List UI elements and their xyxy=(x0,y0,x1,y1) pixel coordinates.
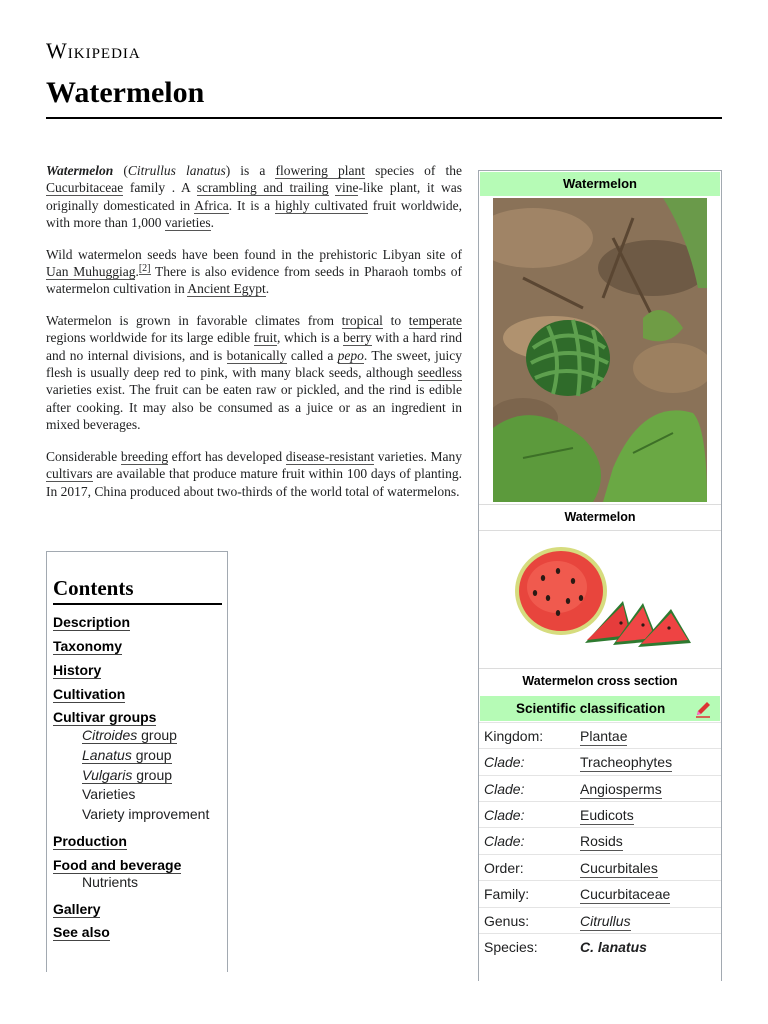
paragraph-breeding xyxy=(46,448,462,500)
taxonomy-rank: Genus: xyxy=(484,913,530,929)
species-name: C. lanatus xyxy=(580,939,647,955)
paragraph-history xyxy=(46,246,462,298)
toc-item-taxonomy[interactable]: Taxonomy xyxy=(53,638,122,654)
toc-item-cultivation[interactable]: Cultivation xyxy=(53,686,126,702)
toc-item-description[interactable]: Description xyxy=(53,614,131,630)
text: Considerable xyxy=(46,448,121,464)
taxonomy-row-clade xyxy=(479,827,721,854)
cross-section-caption: Watermelon cross section xyxy=(522,674,678,688)
link-ancient-egypt[interactable]: Ancient Egypt xyxy=(187,281,266,297)
toc-item-food-and-beverage[interactable]: Food and beverage xyxy=(53,857,182,873)
paragraph-description xyxy=(46,312,462,434)
text: with a hard rind and no internal divisions, and is xyxy=(46,330,462,363)
toc-sub-italic: Lanatus xyxy=(82,747,132,763)
link-disease-resistant[interactable]: disease-resistant xyxy=(285,448,375,464)
text: There is also evidence from seeds in Pharaoh tombs of watermelon cultivation in xyxy=(46,264,462,297)
toc-item-gallery[interactable]: Gallery xyxy=(53,901,101,917)
taxon-link[interactable]: Citrullus xyxy=(580,913,631,929)
taxon-link[interactable]: Cucurbitales xyxy=(580,860,658,876)
taxon-link[interactable]: Eudicots xyxy=(580,807,634,823)
text: varieties. Many xyxy=(374,448,462,464)
toc-sub-text: group xyxy=(132,767,173,783)
taxonomy-rank: Kingdom: xyxy=(484,728,544,744)
link-highly-cultivated[interactable]: highly cultivated xyxy=(275,197,368,213)
link-cultivars[interactable]: cultivars xyxy=(46,466,93,482)
link-vine[interactable]: vine xyxy=(335,180,359,196)
infobox-divider xyxy=(479,530,721,531)
text: to xyxy=(382,312,409,328)
infobox xyxy=(478,170,722,981)
text: ( xyxy=(113,163,128,178)
toc-item-cultivar-groups[interactable]: Cultivar groups xyxy=(53,709,157,725)
taxon-link[interactable]: Angiosperms xyxy=(580,781,662,797)
link-botanically[interactable]: botanically xyxy=(226,347,287,363)
link-fruit[interactable]: fruit xyxy=(253,330,277,346)
text: are available that produce mature fruit within 100 days of planting. In 2017, China produced about two-thirds of the world total of watermelons. xyxy=(46,466,462,499)
link-temperate[interactable]: temperate xyxy=(408,312,462,328)
link-berry[interactable]: berry xyxy=(343,330,372,346)
toc-sub-text: group xyxy=(131,747,172,763)
link-tropical[interactable]: tropical xyxy=(341,312,383,328)
toc-item-history[interactable]: History xyxy=(53,662,102,678)
paragraph-intro xyxy=(46,162,462,232)
text: regions worldwide for its large edible xyxy=(46,330,254,346)
taxon-link[interactable]: Rosids xyxy=(580,833,623,849)
watermelon-plant-photo[interactable] xyxy=(493,198,707,502)
infobox-divider xyxy=(479,668,721,669)
title-divider xyxy=(46,117,722,119)
taxonomy-rank: Clade: xyxy=(484,807,525,823)
toc-subitem-variety-improvement[interactable]: Variety improvement xyxy=(82,806,210,822)
taxon-link[interactable]: Cucurbitaceae xyxy=(580,886,671,902)
scientific-classification-header xyxy=(480,696,720,721)
taxon-link[interactable]: Plantae xyxy=(580,728,628,744)
toc-subitem-citroides-group[interactable] xyxy=(82,727,177,743)
text: . The sweet, juicy flesh is usually deep red to pink, with many black seeds, although xyxy=(46,347,462,381)
toc-subitem-varieties[interactable]: Varieties xyxy=(82,786,136,802)
taxonomy-rank: Clade: xyxy=(484,754,525,770)
toc-subitem-nutrients[interactable]: Nutrients xyxy=(82,874,139,890)
scientific-classification-label: Scientific classification xyxy=(516,701,666,716)
taxonomy-rank: Species: xyxy=(484,939,538,955)
link-africa[interactable]: Africa xyxy=(194,197,229,213)
toc-item-see-also[interactable]: See also xyxy=(53,924,110,940)
link-uan-muhuggiag[interactable]: Uan Muhuggiag xyxy=(46,264,136,280)
taxonomy-row-species xyxy=(479,933,721,960)
taxonomy-row-clade xyxy=(479,775,721,802)
text: fruit worldwide, with more than 1,000 xyxy=(46,197,462,231)
text: . xyxy=(210,215,214,231)
taxonomy-row-order xyxy=(479,854,721,881)
toc-item-production[interactable]: Production xyxy=(53,833,127,849)
text: Watermelon is grown in favorable climates from xyxy=(46,312,342,328)
infobox-header: Watermelon xyxy=(480,172,720,196)
text: effort has developed xyxy=(168,448,286,464)
photo-caption: Watermelon xyxy=(564,510,636,524)
text: called a xyxy=(286,347,338,363)
taxonomy-rank: Clade: xyxy=(484,833,525,849)
text: varieties exist. The fruit can be eaten raw or pickled, and the rind is edible after cooking. It may also be consumed as a juice or as an ingredient in mixed beverages. xyxy=(46,382,462,433)
link-pepo[interactable]: pepo xyxy=(337,347,364,363)
toc-sub-italic: Vulgaris xyxy=(82,767,133,783)
reference-2[interactable]: [2] xyxy=(138,262,151,274)
text: . xyxy=(135,264,139,280)
toc-title: Contents xyxy=(53,576,222,605)
link-varieties[interactable]: varieties xyxy=(164,215,211,231)
text: -like plant, it was originally domesticated in xyxy=(46,180,463,213)
taxonomy-rank: Family: xyxy=(484,886,530,902)
table-of-contents xyxy=(46,551,228,972)
infobox-divider xyxy=(479,504,721,505)
link-cucurbitaceae[interactable]: Cucurbitaceae xyxy=(46,180,124,196)
pencil-icon[interactable] xyxy=(694,700,712,718)
text: Wild watermelon seeds have been found in the prehistoric Libyan site of xyxy=(46,246,462,262)
wikipedia-wordmark[interactable] xyxy=(46,38,141,64)
taxon-link[interactable]: Tracheophytes xyxy=(580,754,673,770)
taxonomy-rank: Clade: xyxy=(484,781,525,797)
toc-subitem-vulgaris-group[interactable] xyxy=(82,767,172,783)
toc-sub-text: group xyxy=(137,727,177,743)
page-title: Watermelon xyxy=(46,76,205,109)
link-breeding[interactable]: breeding xyxy=(120,448,169,464)
taxonomy-row-genus xyxy=(479,907,721,934)
wordmark-text: Wikipedia xyxy=(46,38,141,63)
taxonomy-row-clade xyxy=(479,801,721,828)
link-flowering-plant[interactable]: flowering plant xyxy=(275,163,366,178)
text: family . A xyxy=(123,180,197,196)
text: ) is a xyxy=(225,163,276,178)
toc-sub-italic: Citroides xyxy=(82,727,138,743)
taxonomy-rank: Order: xyxy=(484,860,524,876)
article-body xyxy=(46,162,462,514)
toc-subitem-lanatus-group[interactable] xyxy=(82,747,172,763)
taxonomy-row-clade xyxy=(479,748,721,775)
link-scrambling-trailing[interactable]: scrambling and trailing xyxy=(196,180,329,196)
watermelon-cross-section-image[interactable] xyxy=(513,543,703,653)
text: . It is a xyxy=(228,197,276,213)
taxonomy-row-family xyxy=(479,880,721,907)
binomial-name: Citrullus lanatus xyxy=(127,163,226,178)
link-seedless[interactable]: seedless xyxy=(417,365,462,381)
lead-term: Watermelon xyxy=(46,163,114,178)
text: species of the xyxy=(365,163,462,178)
text: . xyxy=(265,281,270,297)
text: , which is a xyxy=(277,330,344,346)
taxonomy-row-kingdom xyxy=(479,722,721,749)
